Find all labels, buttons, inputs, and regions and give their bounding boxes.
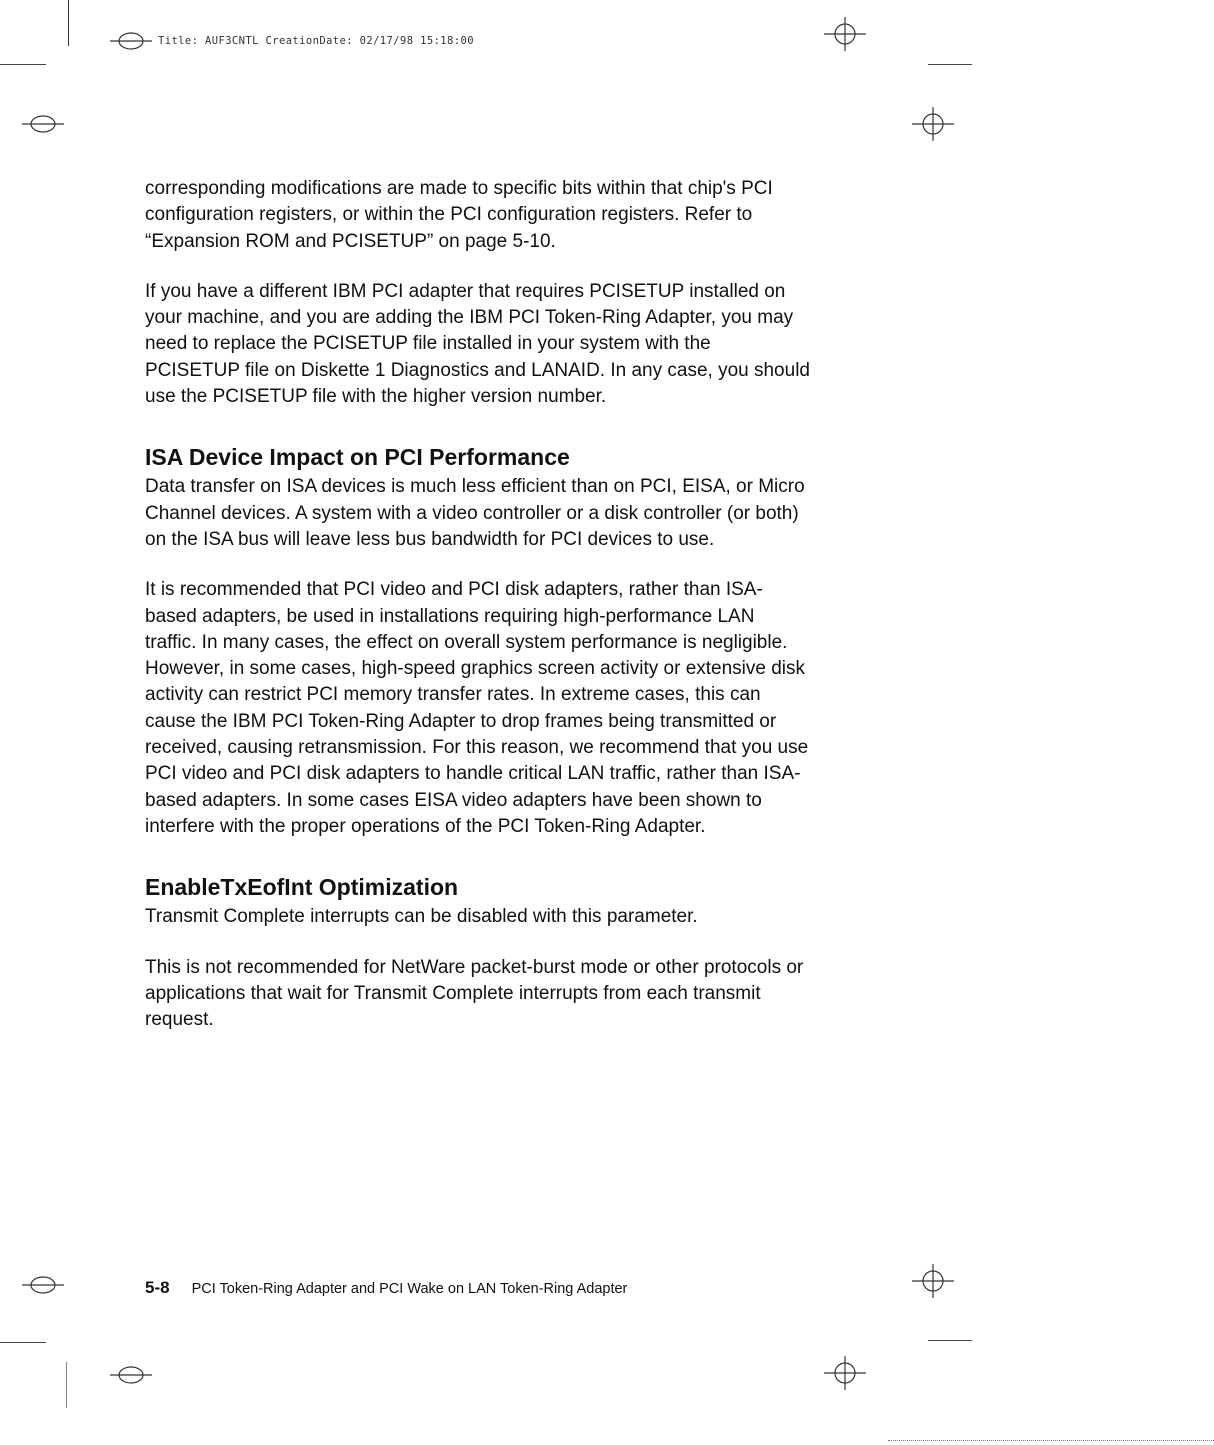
section-heading: ISA Device Impact on PCI Performance [145, 444, 570, 471]
footer-title: PCI Token-Ring Adapter and PCI Wake on LAN Token-Ring Adapter [191, 1281, 628, 1297]
registration-mark-icon [108, 24, 154, 58]
page-content [145, 176, 810, 1057]
scan-artifact-line [888, 1440, 1214, 1441]
paragraph: Transmit Complete interrupts can be disabled with this parameter. [145, 906, 698, 928]
paragraph: Data transfer on ISA devices is much less efficient than on PCI, EISA, or Micro Channel devices. A system with a video controller or a disk controller (or both) on the ISA bus will leave less bus bandwidth for PCI devices to use. [145, 476, 805, 550]
registration-mark-icon [822, 17, 868, 51]
paragraph: It is recommended that PCI video and PCI disk adapters, rather than ISA-based adapters, be used in installations requiring high-performance LAN traffic. In many cases, the effect on overall system performance is negligible. However, in some cases, high-speed graphics screen activity or extensive disk activity can restrict PCI memory transfer rates. In extreme cases, this can cause the IBM PCI Token-Ring Adapter to drop frames being transmitted or received, causing retransmission. For this reason, we recommend that you use PCI video and PCI disk adapters to handle critical LAN traffic, rather than ISA-based adapters. In some cases EISA video adapters have been shown to interfere with the proper operations of the PCI Token-Ring Adapter. [145, 579, 809, 837]
registration-mark-icon [20, 107, 66, 141]
crop-line-bottom-left [66, 1362, 67, 1408]
creation-header: Title: AUF3CNTL CreationDate: 02/17/98 15:18:00 [158, 35, 474, 47]
registration-mark-icon [822, 1356, 868, 1390]
crop-line [928, 64, 972, 65]
crop-line-top-left [68, 0, 69, 46]
registration-mark-icon [20, 1268, 66, 1302]
page-footer [145, 1278, 627, 1298]
registration-mark-icon [108, 1358, 154, 1392]
crop-line [928, 1340, 972, 1341]
paragraph: corresponding modifications are made to specific bits within that chip's PCI configuration registers, or within the PCI configuration registers. Refer to “Expansion ROM and PCISETUP” on page 5-10. [145, 178, 773, 252]
registration-mark-icon [910, 1264, 956, 1298]
registration-mark-icon [910, 107, 956, 141]
paragraph: This is not recommended for NetWare packet-burst mode or other protocols or applications that wait for Transmit Complete interrupts from each transmit request. [145, 956, 804, 1031]
page-number: 5-8 [145, 1278, 170, 1297]
section-heading: EnableTxEofInt Optimization [145, 874, 459, 901]
crop-line [0, 64, 46, 65]
paragraph: If you have a different IBM PCI adapter that requires PCISETUP installed on your machine, and you are adding the IBM PCI Token-Ring Adapter, you may need to replace the PCISETUP file installed in your system with the PCISETUP file on Diskette 1 Diagnostics and LANAID. In any case, you should use the PCISETUP file with the higher version number. [145, 280, 810, 408]
crop-line [0, 1342, 46, 1343]
